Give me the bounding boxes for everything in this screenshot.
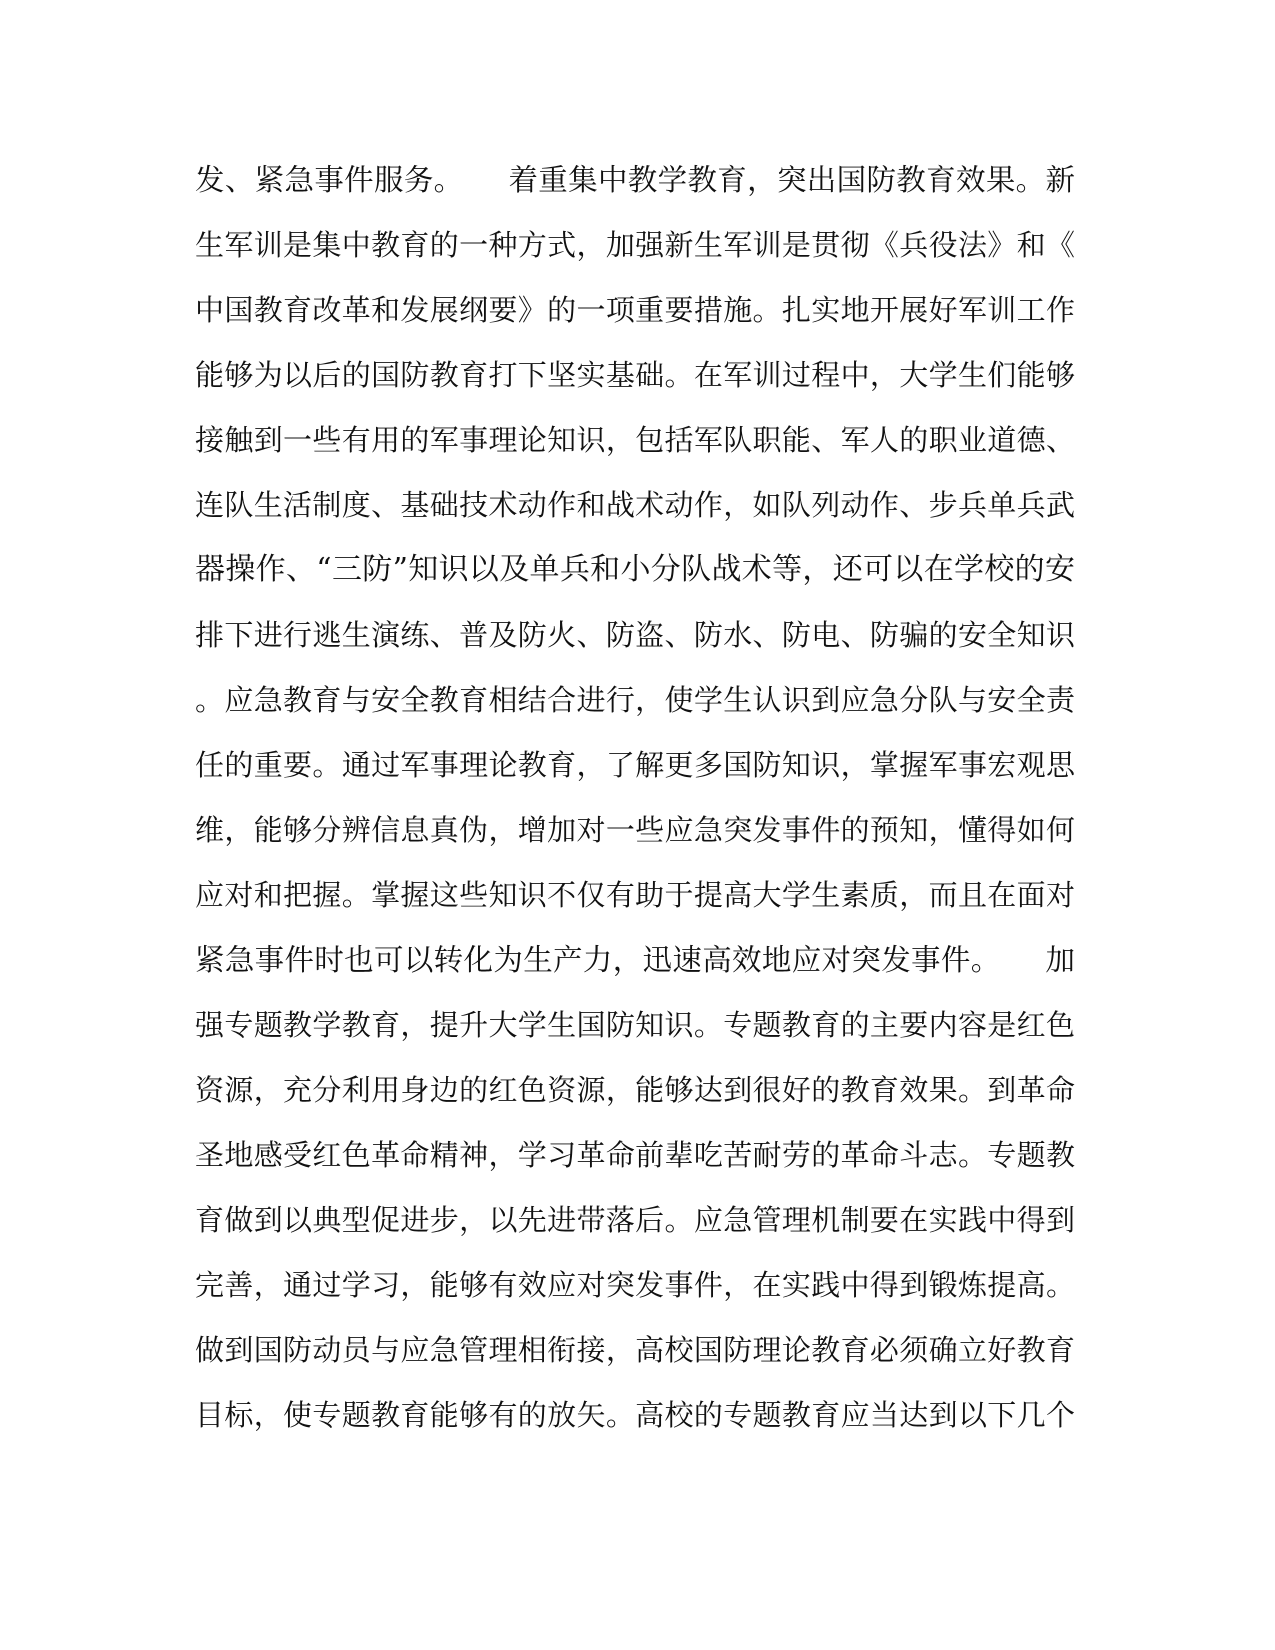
- text-line: 圣地感受红色革命精神，学习革命前辈吃苦耐劳的革命斗志。专题教: [195, 1138, 1075, 1172]
- text-line: 目标，使专题教育能够有的放矢。高校的专题教育应当达到以下几个: [195, 1398, 1075, 1432]
- text-line: 能够为以后的国防教育打下坚实基础。在军训过程中，大学生们能够: [195, 358, 1075, 392]
- text-line: 任的重要。通过军事理论教育，了解更多国防知识，掌握军事宏观思: [195, 748, 1075, 782]
- text-line: 育做到以典型促进步，以先进带落后。应急管理机制要在实践中得到: [195, 1203, 1075, 1237]
- text-line: 资源，充分利用身边的红色资源，能够达到很好的教育效果。到革命: [195, 1073, 1075, 1107]
- text-line: 。应急教育与安全教育相结合进行，使学生认识到应急分队与安全责: [195, 683, 1075, 717]
- text-line: 接触到一些有用的军事理论知识，包括军队职能、军人的职业道德、: [195, 423, 1075, 457]
- text-line: 器操作、“三防”知识以及单兵和小分队战术等，还可以在学校的安: [195, 552, 1075, 587]
- text-line: 完善，通过学习，能够有效应对突发事件，在实践中得到锻炼提高。: [195, 1268, 1075, 1302]
- text-line: 连队生活制度、基础技术动作和战术动作，如队列动作、步兵单兵武: [195, 488, 1075, 522]
- text-line: 做到国防动员与应急管理相衔接，高校国防理论教育必须确立好教育: [195, 1333, 1075, 1367]
- text-line: 紧急事件时也可以转化为生产力，迅速高效地应对突发事件。 加: [195, 943, 1075, 977]
- text-line: 发、紧急事件服务。 着重集中教学教育，突出国防教育效果。新: [195, 163, 1075, 197]
- text-line: 强专题教学教育，提升大学生国防知识。专题教育的主要内容是红色: [195, 1008, 1075, 1042]
- text-line: 生军训是集中教育的一种方式，加强新生军训是贯彻《兵役法》和《: [195, 228, 1075, 262]
- body-text: [195, 158, 1075, 1458]
- text-line: 应对和把握。掌握这些知识不仅有助于提高大学生素质，而且在面对: [195, 878, 1075, 912]
- text-line: 排下进行逃生演练、普及防火、防盗、防水、防电、防骗的安全知识: [195, 618, 1075, 652]
- text-line: 维，能够分辨信息真伪，增加对一些应急突发事件的预知，懂得如何: [195, 813, 1075, 847]
- text-line: 中国教育改革和发展纲要》的一项重要措施。扎实地开展好军训工作: [195, 293, 1075, 327]
